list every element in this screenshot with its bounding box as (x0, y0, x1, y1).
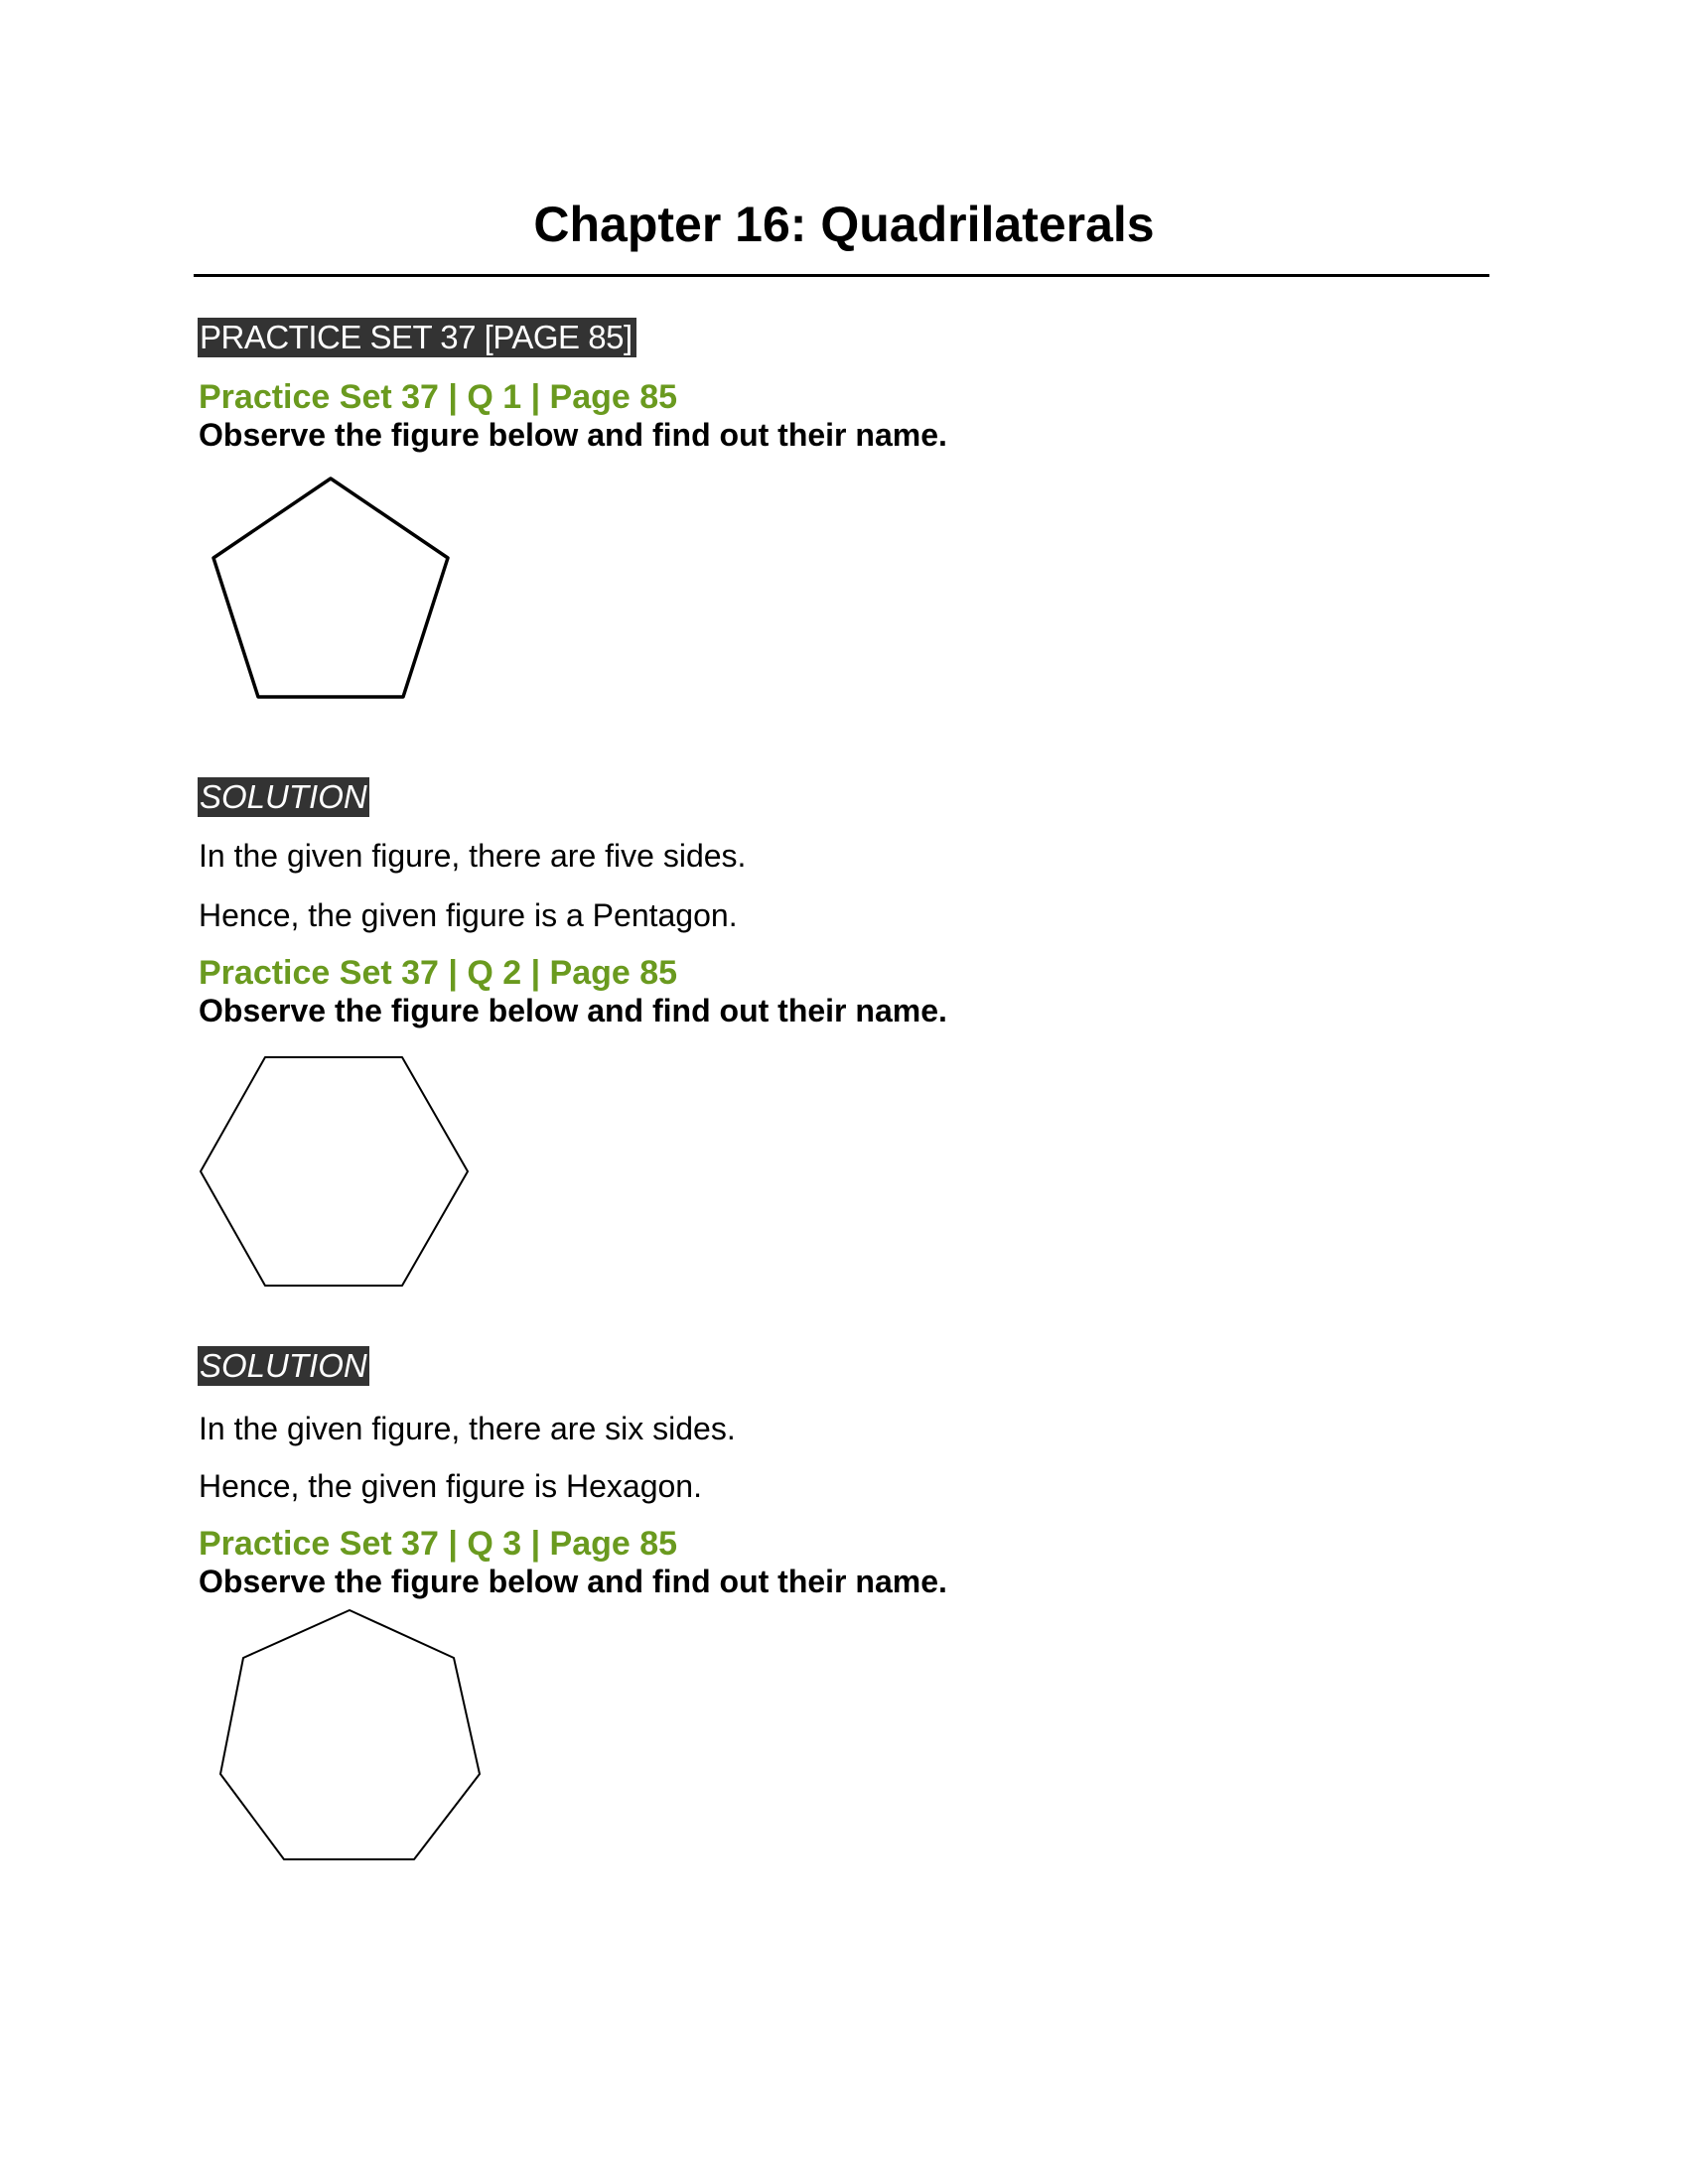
question-1-heading: Practice Set 37 | Q 1 | Page 85 (199, 378, 678, 416)
section-banner: PRACTICE SET 37 [PAGE 85] (198, 318, 636, 357)
solution-1-line-1: In the given figure, there are five sides. (199, 838, 747, 874)
solution-1-line-2: Hence, the given figure is a Pentagon. (199, 897, 738, 933)
title-divider (194, 274, 1489, 277)
question-3-text: Observe the figure below and find out their name. (199, 1564, 947, 1599)
solution-2-line-1: In the given figure, there are six sides. (199, 1411, 736, 1446)
page-title: Chapter 16: Quadrilaterals (533, 197, 1155, 252)
solution-2-line-2: Hence, the given figure is Hexagon. (199, 1468, 702, 1504)
question-2-heading: Practice Set 37 | Q 2 | Page 85 (199, 954, 678, 992)
hexagon-figure (194, 1047, 482, 1296)
question-1-text: Observe the figure below and find out their name. (199, 417, 947, 453)
solution-1-label: SOLUTION (200, 778, 367, 815)
question-2-text: Observe the figure below and find out their name. (199, 993, 947, 1028)
pentagon-figure (194, 467, 472, 720)
question-3-heading: Practice Set 37 | Q 3 | Page 85 (199, 1525, 678, 1563)
heptagon-figure (194, 1598, 492, 1876)
solution-2-label: SOLUTION (200, 1347, 367, 1384)
